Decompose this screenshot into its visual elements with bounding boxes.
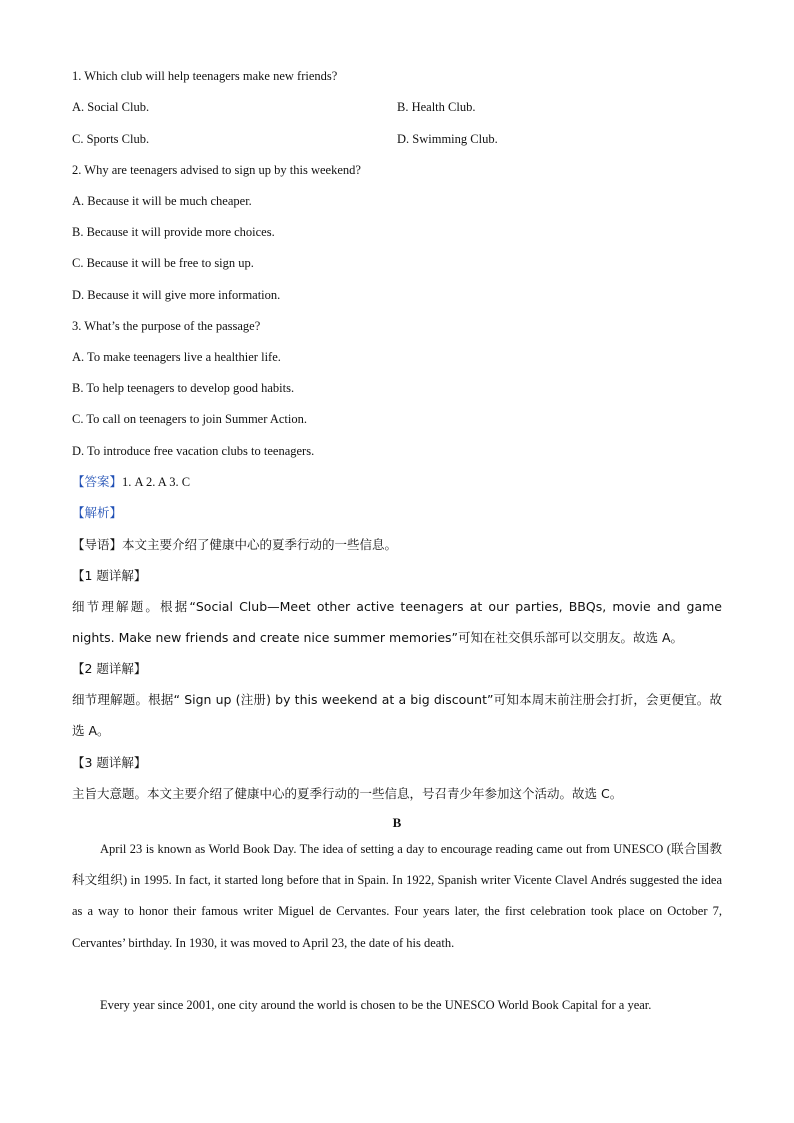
question-3-option-a: A. To make teenagers live a healthier life. <box>72 350 281 364</box>
question-2-option-d: D. Because it will give more information. <box>72 288 281 302</box>
detail-2-text: 细节理解题。根据“ Sign up (注册) by this weekend at a big discount”可知本周末前注册会打折，会更便宜。故选 A。 <box>72 692 722 738</box>
answer-label: 【答案】 <box>72 474 123 489</box>
question-1-stem: 1. Which club will help teenagers make new friends? <box>72 69 338 83</box>
question-2-option-a: A. Because it will be much cheaper. <box>72 194 252 208</box>
answer-line <box>72 474 190 490</box>
section-b-heading: B <box>392 815 402 830</box>
analysis-label: 【解析】 <box>72 505 123 520</box>
question-1-option-a: A. Social Club. <box>72 100 150 114</box>
question-3-option-b: B. To help teenagers to develop good habits. <box>72 381 295 395</box>
passage-paragraph-2: Every year since 2001, one city around the world is chosen to be the UNESCO World Book Capital for a year. <box>100 998 652 1012</box>
detail-3-label: 【3 题详解】 <box>72 755 147 770</box>
question-1-option-c: C. Sports Club. <box>72 132 150 146</box>
question-1-option-d: D. Swimming Club. <box>397 132 498 146</box>
question-3-option-c: C. To call on teenagers to join Summer Action. <box>72 412 307 426</box>
detail-3-text: 主旨大意题。本文主要介绍了健康中心的夏季行动的一些信息，号召青少年参加这个活动。故选 C。 <box>72 786 623 801</box>
detail-1-text: 细节理解题。根据“Social Club—Meet other active teenagers at our parties, BBQs, movie and game nights. Make new friends and create nice summer memories”可知在社交俱乐部可以交朋友。故选 A。 <box>72 599 722 645</box>
question-2-stem: 2. Why are teenagers advised to sign up by this weekend? <box>72 163 361 177</box>
guide-text: 【导语】本文主要介绍了健康中心的夏季行动的一些信息。 <box>72 537 398 552</box>
passage-paragraph-1: April 23 is known as World Book Day. The idea of setting a day to encourage reading came out from UNESCO (联合国教科文组织) in 1995. In fact, it started long before that in Spain. In 1922, Spanish writer Vicente Clavel Andrés suggested the idea as a way to honor their famous writer Miguel de Cervantes. Four years later, the first celebration took place on October 7, Cervantes’ birthday. In 1930, it was moved to April 23, the date of his death. <box>72 842 722 950</box>
question-3-stem: 3. What’s the purpose of the passage? <box>72 319 261 333</box>
question-1-option-b: B. Health Club. <box>397 100 476 114</box>
detail-1-label: 【1 题详解】 <box>72 568 147 583</box>
answer-values: 1. A 2. A 3. C <box>122 475 191 489</box>
question-2-option-b: B. Because it will provide more choices. <box>72 225 275 239</box>
question-3-option-d: D. To introduce free vacation clubs to teenagers. <box>72 444 315 458</box>
question-2-option-c: C. Because it will be free to sign up. <box>72 256 254 270</box>
detail-2-label: 【2 题详解】 <box>72 661 147 676</box>
